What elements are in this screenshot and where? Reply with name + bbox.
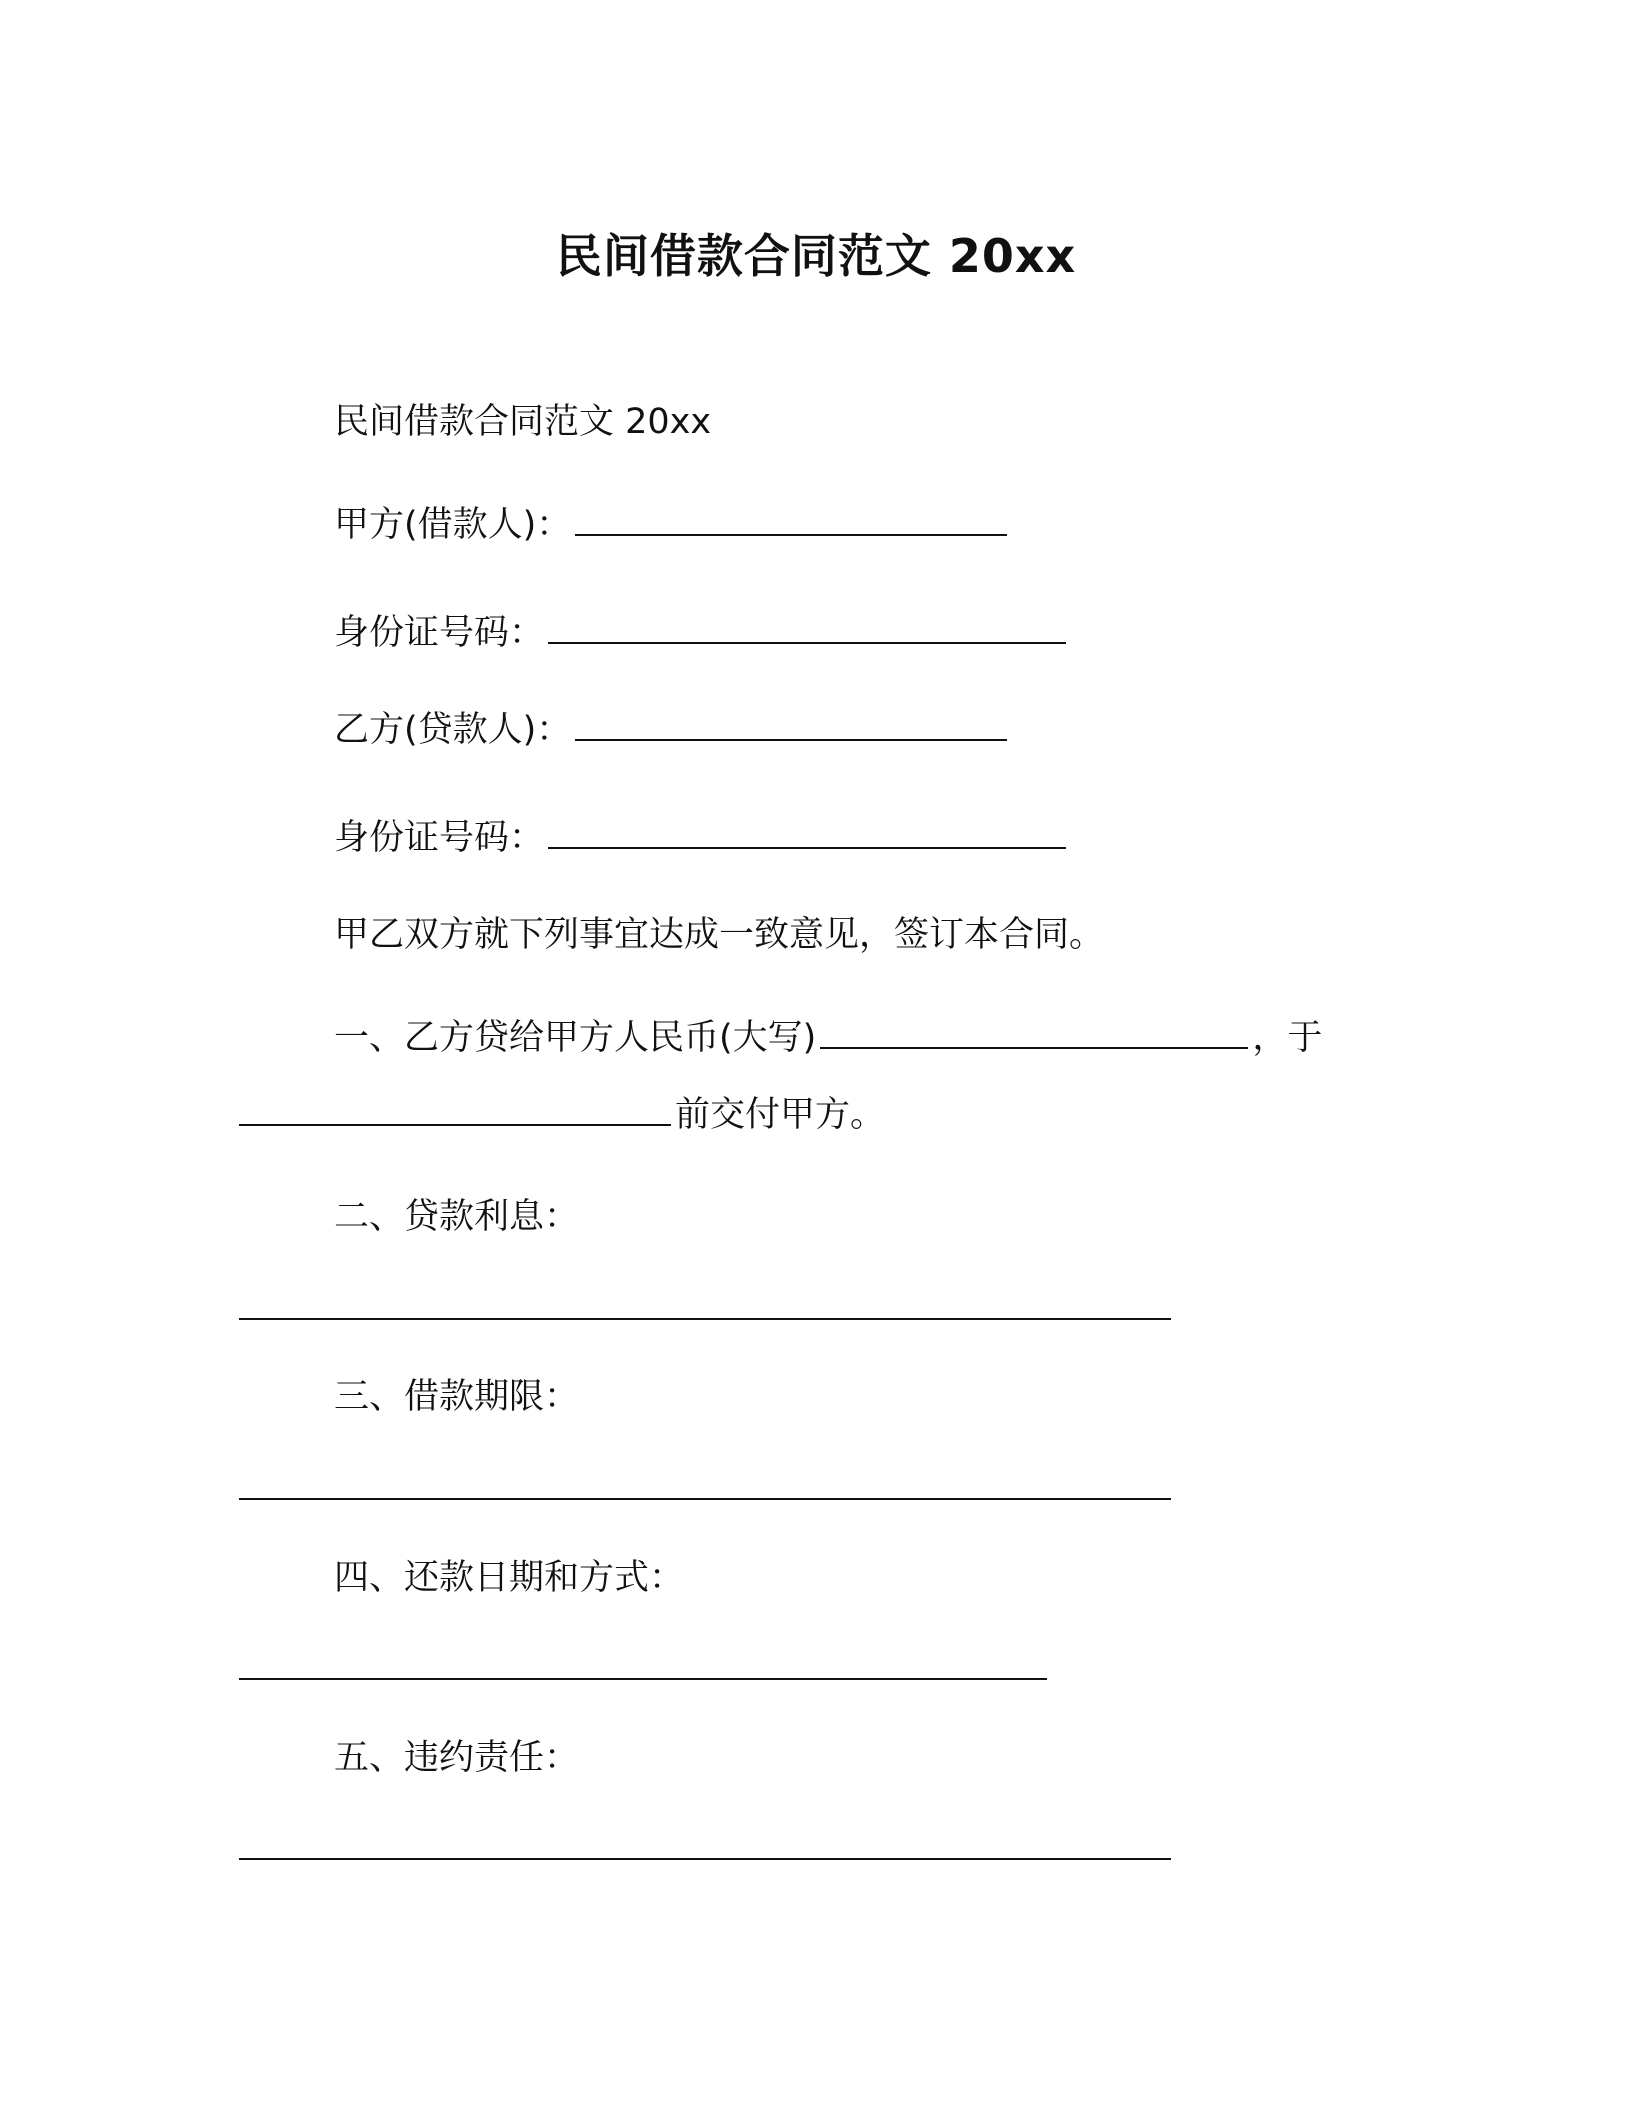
clause-1-line-1 (334, 1013, 1322, 1063)
clause-3-heading: 三、借款期限： (334, 1377, 580, 1417)
document-title: 民间借款合同范文 20xx (555, 229, 1077, 283)
liability-blank[interactable] (239, 1858, 1171, 1860)
document-subtitle: 民间借款合同范文 20xx (334, 402, 712, 442)
clause-5-blank-row (239, 1830, 1175, 1880)
clause-1-prefix: 一、乙方贷给甲方人民币(大写) (334, 1018, 817, 1058)
id-blank-1[interactable] (548, 608, 1066, 644)
party-a-label: 甲方(借款人)： (334, 505, 572, 545)
party-b-row (334, 705, 1011, 755)
party-a-blank[interactable] (575, 500, 1007, 536)
id-label-2: 身份证号码： (334, 818, 545, 858)
clause-4-heading: 四、还款日期和方式： (334, 1558, 685, 1598)
clause-2-heading: 二、贷款利息： (334, 1197, 580, 1237)
delivery-date-blank[interactable] (239, 1090, 671, 1126)
id-row-1 (334, 608, 1070, 658)
agreement-text: 甲乙双方就下列事宜达成一致意见，签订本合同。 (334, 915, 1105, 955)
interest-blank[interactable] (239, 1318, 1171, 1320)
id-blank-2[interactable] (548, 813, 1066, 849)
clause-2-blank-row (239, 1290, 1175, 1340)
party-b-label: 乙方(贷款人)： (334, 710, 572, 750)
term-blank[interactable] (239, 1498, 1171, 1500)
repayment-blank[interactable] (239, 1678, 1047, 1680)
party-a-row (334, 500, 1011, 550)
clause-1-mid: ，于 (1252, 1018, 1323, 1058)
clause-1-line-2 (239, 1090, 885, 1140)
amount-blank[interactable] (820, 1013, 1248, 1049)
id-row-2 (334, 813, 1070, 863)
clause-1-suffix: 前交付甲方。 (675, 1095, 886, 1135)
clause-5-heading: 五、违约责任： (334, 1738, 580, 1778)
id-label-1: 身份证号码： (334, 613, 545, 653)
party-b-blank[interactable] (575, 705, 1007, 741)
clause-3-blank-row (239, 1470, 1175, 1520)
clause-4-blank-row (239, 1650, 1051, 1700)
